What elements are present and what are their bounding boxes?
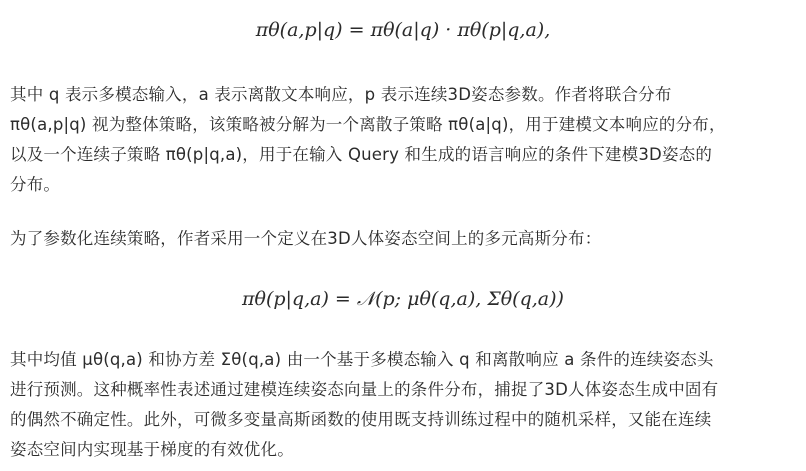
- paragraph-pose-head: [10, 345, 800, 465]
- text-line: 其中均值 μθ(q,a) 和协方差 Σθ(q,a) 由一个基于多模态输入 q 和离散响应 a 条件的连续姿态头: [10, 350, 714, 369]
- paragraph-policy-decomposition: [10, 80, 800, 200]
- text-line: πθ(a,p|q) 视为整体策略，该策略被分解为一个离散子策略 πθ(a|q)，用于建模文本响应的分布，: [10, 115, 726, 134]
- equation-joint-policy: πθ(a,p|q) = πθ(a|q) · πθ(p|q,a),: [255, 19, 551, 41]
- text-line: 的偶然不确定性。此外，可微多变量高斯函数的使用既支持训练过程中的随机采样，又能在连续: [10, 410, 712, 429]
- text-line: 分布。: [10, 175, 61, 194]
- text-line: 为了参数化连续策略，作者采用一个定义在3D人体姿态空间上的多元高斯分布：: [10, 229, 602, 248]
- text-line: 以及一个连续子策略 πθ(p|q,a)，用于在输入 Query 和生成的语言响应的条件下建模3D姿态的: [10, 145, 713, 164]
- paragraph-gaussian-intro: [10, 224, 800, 254]
- text-line: 姿态空间内实现基于梯度的有效优化。: [10, 440, 294, 459]
- text-line: 其中 q 表示多模态输入，a 表示离散文本响应，p 表示连续3D姿态参数。作者将联合分布: [10, 85, 672, 104]
- equation-gaussian-policy: πθ(p|q,a) = 𝒩(p; μθ(q,a), Σθ(q,a)): [242, 288, 564, 310]
- text-line: 进行预测。这种概率性表述通过建模连续姿态向量上的条件分布，捕捉了3D人体姿态生成中固有: [10, 380, 719, 399]
